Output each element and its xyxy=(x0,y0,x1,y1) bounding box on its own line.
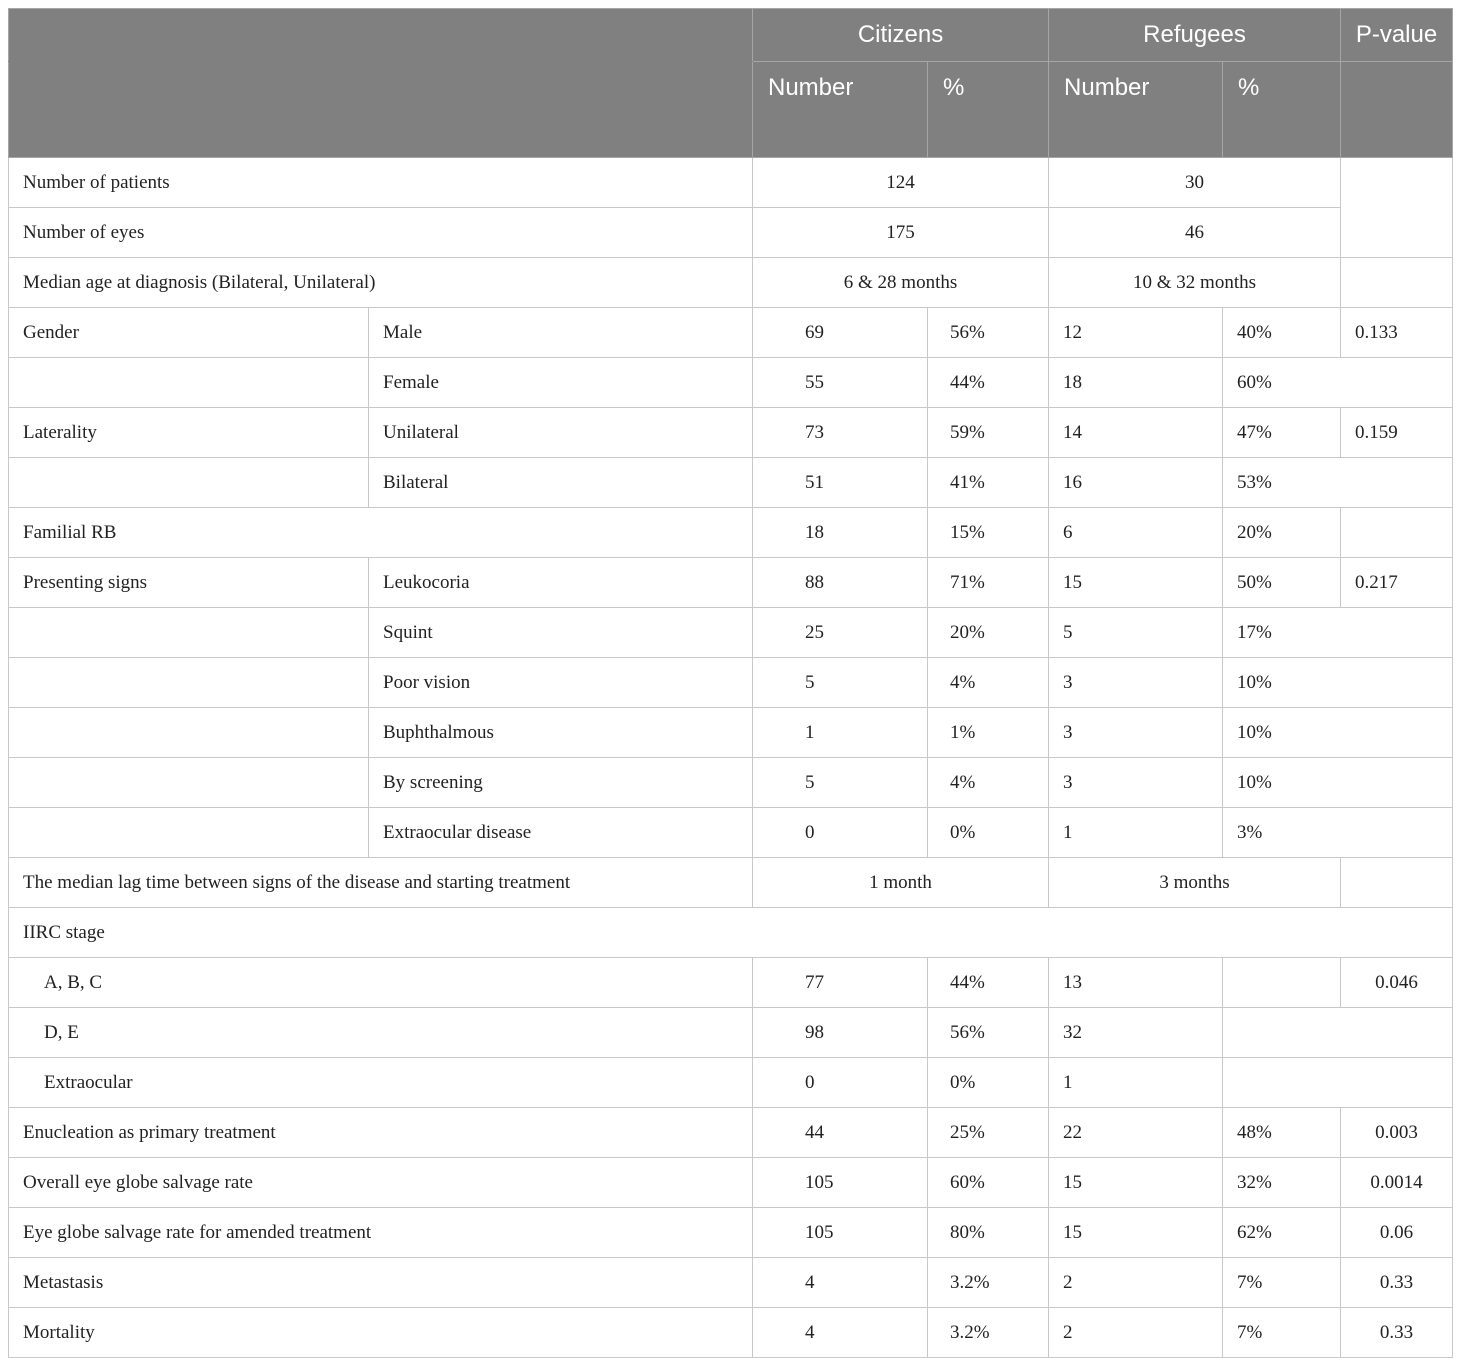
table-row xyxy=(9,458,1453,508)
refugees-percent: 10% xyxy=(1223,758,1453,808)
section-label: IIRC stage xyxy=(9,908,1453,958)
table-row xyxy=(9,908,1453,958)
citizens-percent: 15% xyxy=(928,508,1049,558)
citizens-percent: 71% xyxy=(928,558,1049,608)
row-category xyxy=(9,808,369,858)
citizens-value: 1 month xyxy=(753,858,1049,908)
citizens-percent: 44% xyxy=(928,358,1049,408)
row-subcategory: Female xyxy=(369,358,753,408)
row-label: Overall eye globe salvage rate xyxy=(9,1158,753,1208)
row-label: Eye globe salvage rate for amended treatment xyxy=(9,1208,753,1258)
row-subcategory: Leukocoria xyxy=(369,558,753,608)
table-row xyxy=(9,708,1453,758)
p-value: 0.33 xyxy=(1341,1308,1453,1358)
refugees-percent: 48% xyxy=(1223,1108,1341,1158)
citizens-percent: 20% xyxy=(928,608,1049,658)
row-category: Gender xyxy=(9,308,369,358)
row-label: Familial RB xyxy=(9,508,753,558)
refugees-percent: 7% xyxy=(1223,1308,1341,1358)
table-row xyxy=(9,158,1453,208)
p-value: 0.133 xyxy=(1341,308,1453,358)
table-row xyxy=(9,1058,1453,1108)
refugees-percent: 53% xyxy=(1223,458,1453,508)
header-citizens-number: Number xyxy=(753,62,928,158)
refugees-number: 3 xyxy=(1049,708,1223,758)
p-value: 0.159 xyxy=(1341,408,1453,458)
refugees-percent: 32% xyxy=(1223,1158,1341,1208)
citizens-number: 88 xyxy=(753,558,928,608)
refugees-percent: 17% xyxy=(1223,608,1453,658)
refugees-percent: 60% xyxy=(1223,358,1453,408)
citizens-number: 4 xyxy=(753,1308,928,1358)
citizens-number: 5 xyxy=(753,658,928,708)
citizens-percent: 1% xyxy=(928,708,1049,758)
refugees-percent: 10% xyxy=(1223,658,1453,708)
table-row xyxy=(9,1258,1453,1308)
row-label: Mortality xyxy=(9,1308,753,1358)
p-value: 0.0014 xyxy=(1341,1158,1453,1208)
table-row xyxy=(9,608,1453,658)
refugees-percent: 7% xyxy=(1223,1258,1341,1308)
citizens-percent: 44% xyxy=(928,958,1049,1008)
row-subcategory: Poor vision xyxy=(369,658,753,708)
citizens-percent: 0% xyxy=(928,1058,1049,1108)
citizens-number: 105 xyxy=(753,1208,928,1258)
citizens-number: 5 xyxy=(753,758,928,808)
table-row xyxy=(9,258,1453,308)
citizens-number: 1 xyxy=(753,708,928,758)
table-row xyxy=(9,308,1453,358)
row-subcategory: Extraocular disease xyxy=(369,808,753,858)
citizens-number: 69 xyxy=(753,308,928,358)
citizens-number: 55 xyxy=(753,358,928,408)
header-refugees-percent: % xyxy=(1223,62,1341,158)
table-row xyxy=(9,958,1453,1008)
row-subcategory: Male xyxy=(369,308,753,358)
row-label: D, E xyxy=(9,1008,753,1058)
row-label: Enucleation as primary treatment xyxy=(9,1108,753,1158)
header-citizens: Citizens xyxy=(753,9,1049,62)
citizens-percent: 3.2% xyxy=(928,1258,1049,1308)
citizens-percent: 60% xyxy=(928,1158,1049,1208)
refugees-percent xyxy=(1223,1058,1453,1108)
refugees-number: 15 xyxy=(1049,1208,1223,1258)
table-row xyxy=(9,508,1453,558)
citizens-value: 124 xyxy=(753,158,1049,208)
row-label: A, B, C xyxy=(9,958,753,1008)
citizens-percent: 41% xyxy=(928,458,1049,508)
refugees-number: 15 xyxy=(1049,1158,1223,1208)
refugees-percent: 62% xyxy=(1223,1208,1341,1258)
citizens-percent: 59% xyxy=(928,408,1049,458)
refugees-number: 12 xyxy=(1049,308,1223,358)
header-blank xyxy=(9,9,753,62)
header-p-value: P-value xyxy=(1341,9,1453,62)
citizens-percent: 0% xyxy=(928,808,1049,858)
refugees-percent: 50% xyxy=(1223,558,1341,608)
table-header xyxy=(9,9,1453,158)
citizens-percent: 56% xyxy=(928,1008,1049,1058)
refugees-value: 3 months xyxy=(1049,858,1341,908)
refugees-percent: 20% xyxy=(1223,508,1341,558)
row-category: Laterality xyxy=(9,408,369,458)
citizens-number: 44 xyxy=(753,1108,928,1158)
citizens-value: 6 & 28 months xyxy=(753,258,1049,308)
refugees-number: 5 xyxy=(1049,608,1223,658)
refugees-percent xyxy=(1223,1008,1453,1058)
refugees-number: 18 xyxy=(1049,358,1223,408)
row-label: Metastasis xyxy=(9,1258,753,1308)
row-label: Extraocular xyxy=(9,1058,753,1108)
refugees-number: 14 xyxy=(1049,408,1223,458)
table-row xyxy=(9,808,1453,858)
row-category xyxy=(9,358,369,408)
refugees-number: 1 xyxy=(1049,1058,1223,1108)
p-value: 0.046 xyxy=(1341,958,1453,1008)
row-label: Number of patients xyxy=(9,158,753,208)
table-row xyxy=(9,408,1453,458)
table-row xyxy=(9,758,1453,808)
refugees-value: 10 & 32 months xyxy=(1049,258,1341,308)
row-subcategory: Unilateral xyxy=(369,408,753,458)
table-row xyxy=(9,858,1453,908)
header-p-blank xyxy=(1341,62,1453,158)
citizens-number: 77 xyxy=(753,958,928,1008)
citizens-percent: 3.2% xyxy=(928,1308,1049,1358)
refugees-number: 16 xyxy=(1049,458,1223,508)
refugees-number: 32 xyxy=(1049,1008,1223,1058)
refugees-percent: 10% xyxy=(1223,708,1453,758)
citizens-number: 25 xyxy=(753,608,928,658)
row-label: Number of eyes xyxy=(9,208,753,258)
table-row xyxy=(9,658,1453,708)
citizens-percent: 4% xyxy=(928,758,1049,808)
table-row xyxy=(9,208,1453,258)
row-category xyxy=(9,658,369,708)
row-label: The median lag time between signs of the disease and starting treatment xyxy=(9,858,753,908)
refugees-percent xyxy=(1223,958,1341,1008)
row-category xyxy=(9,708,369,758)
header-refugees: Refugees xyxy=(1049,9,1341,62)
table-row xyxy=(9,1108,1453,1158)
header-blank-2 xyxy=(9,62,753,158)
refugees-value: 30 xyxy=(1049,158,1341,208)
row-subcategory: Buphthalmous xyxy=(369,708,753,758)
comparison-table xyxy=(8,8,1453,1358)
citizens-number: 0 xyxy=(753,1058,928,1108)
row-subcategory: Squint xyxy=(369,608,753,658)
table-row xyxy=(9,358,1453,408)
table-row xyxy=(9,1158,1453,1208)
row-category xyxy=(9,458,369,508)
p-value: 0.003 xyxy=(1341,1108,1453,1158)
table-body xyxy=(9,158,1453,1358)
row-subcategory: Bilateral xyxy=(369,458,753,508)
refugees-number: 15 xyxy=(1049,558,1223,608)
refugees-value: 46 xyxy=(1049,208,1341,258)
citizens-percent: 56% xyxy=(928,308,1049,358)
refugees-number: 22 xyxy=(1049,1108,1223,1158)
header-citizens-percent: % xyxy=(928,62,1049,158)
refugees-number: 2 xyxy=(1049,1308,1223,1358)
row-label: Median age at diagnosis (Bilateral, Unilateral) xyxy=(9,258,753,308)
citizens-value: 175 xyxy=(753,208,1049,258)
citizens-percent: 80% xyxy=(928,1208,1049,1258)
refugees-number: 3 xyxy=(1049,758,1223,808)
header-refugees-number: Number xyxy=(1049,62,1223,158)
refugees-number: 1 xyxy=(1049,808,1223,858)
refugees-number: 2 xyxy=(1049,1258,1223,1308)
p-value-cell xyxy=(1341,508,1453,558)
table-row xyxy=(9,1208,1453,1258)
row-subcategory: By screening xyxy=(369,758,753,808)
citizens-number: 51 xyxy=(753,458,928,508)
citizens-number: 4 xyxy=(753,1258,928,1308)
table-row xyxy=(9,558,1453,608)
refugees-percent: 40% xyxy=(1223,308,1341,358)
p-value-cell xyxy=(1341,858,1453,908)
refugees-percent: 3% xyxy=(1223,808,1453,858)
table-row xyxy=(9,1308,1453,1358)
p-value: 0.33 xyxy=(1341,1258,1453,1308)
row-category xyxy=(9,608,369,658)
p-value-cell xyxy=(1341,158,1453,258)
refugees-number: 13 xyxy=(1049,958,1223,1008)
citizens-percent: 25% xyxy=(928,1108,1049,1158)
citizens-number: 73 xyxy=(753,408,928,458)
refugees-number: 3 xyxy=(1049,658,1223,708)
citizens-percent: 4% xyxy=(928,658,1049,708)
table-row xyxy=(9,1008,1453,1058)
citizens-number: 18 xyxy=(753,508,928,558)
p-value: 0.217 xyxy=(1341,558,1453,608)
row-category xyxy=(9,758,369,808)
citizens-number: 0 xyxy=(753,808,928,858)
p-value-cell xyxy=(1341,258,1453,308)
row-category: Presenting signs xyxy=(9,558,369,608)
p-value: 0.06 xyxy=(1341,1208,1453,1258)
refugees-percent: 47% xyxy=(1223,408,1341,458)
refugees-number: 6 xyxy=(1049,508,1223,558)
citizens-number: 98 xyxy=(753,1008,928,1058)
citizens-number: 105 xyxy=(753,1158,928,1208)
